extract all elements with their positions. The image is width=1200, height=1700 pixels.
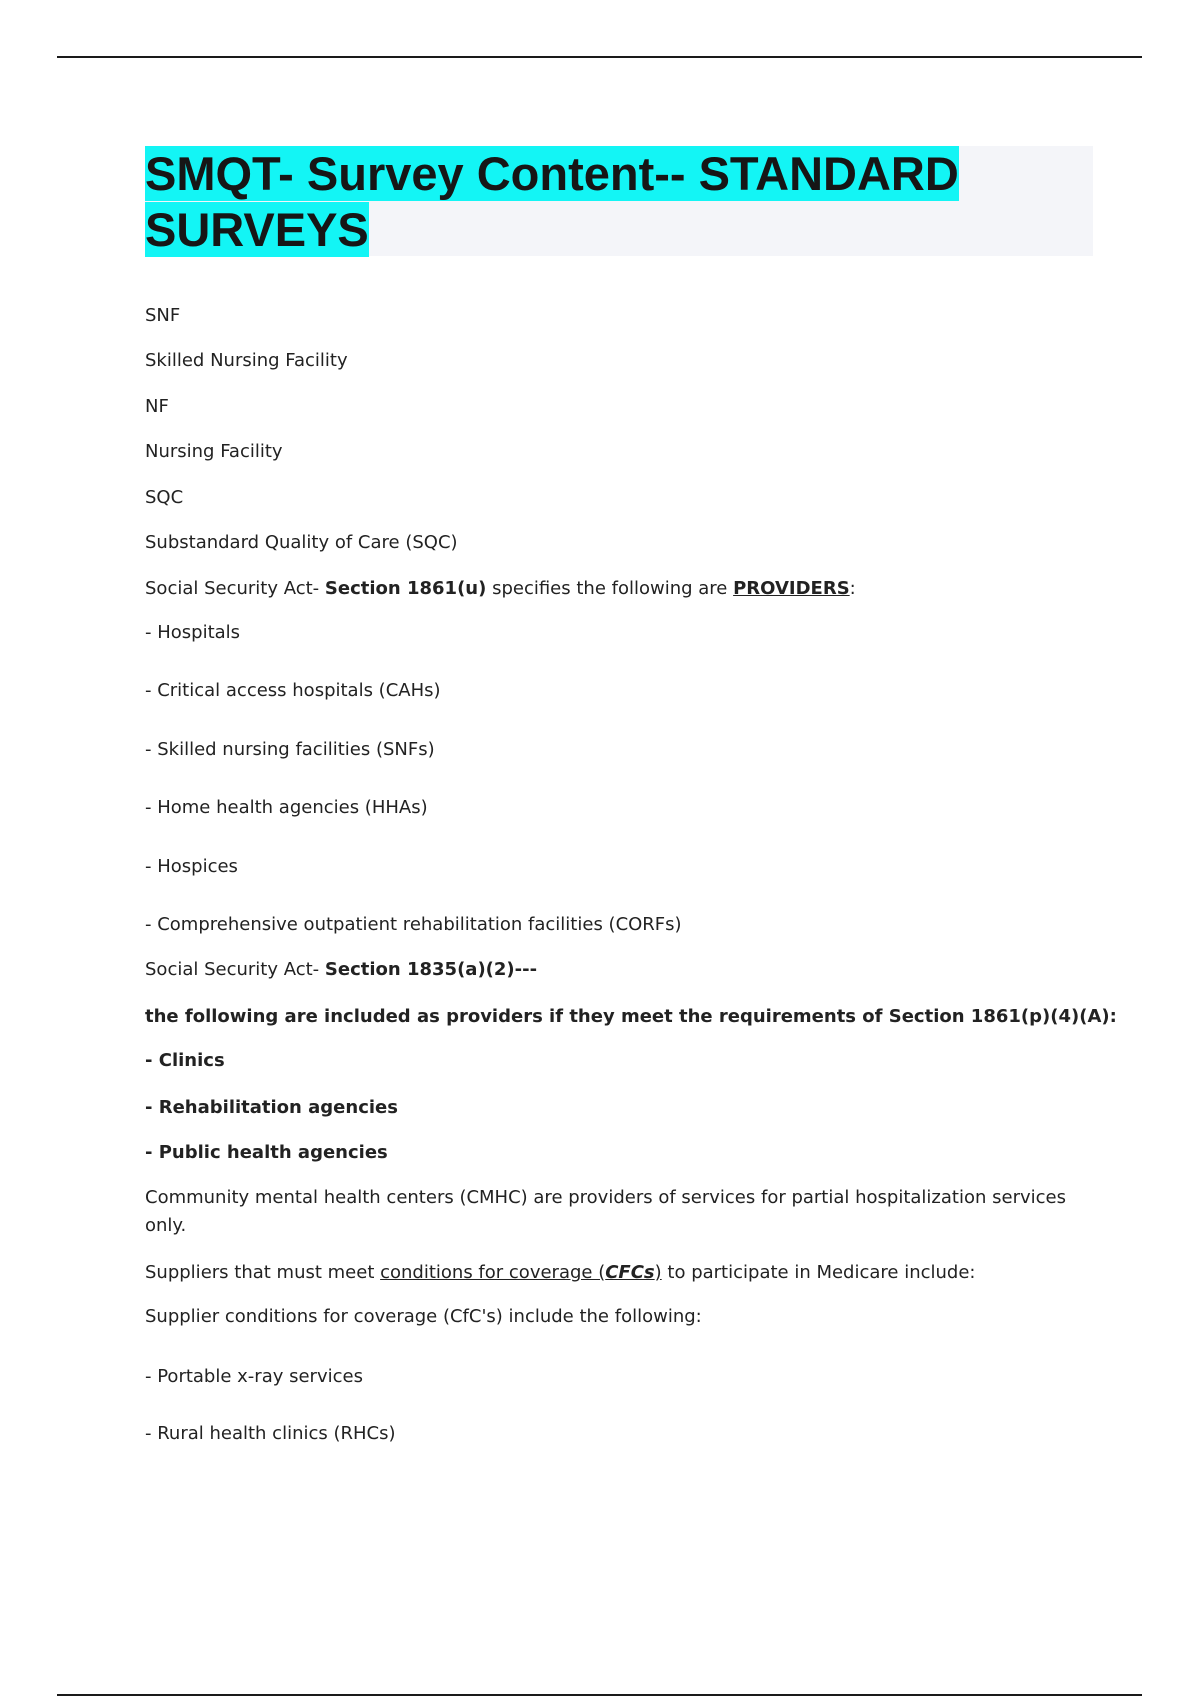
section-1835-prefix: Social Security Act- xyxy=(145,959,325,980)
providers-middle: specifies the following are xyxy=(486,578,734,599)
list-item: - Home health agencies (HHAs) xyxy=(145,797,428,818)
suppliers-statement xyxy=(145,1259,1075,1287)
supplier-conditions-intro: Supplier conditions for coverage (CfC's) include the following: xyxy=(145,1306,702,1327)
page-title xyxy=(145,146,1093,258)
list-item: - Portable x-ray services xyxy=(145,1366,363,1387)
definition-sqc: Substandard Quality of Care (SQC) xyxy=(145,532,458,553)
section-1835-heading xyxy=(145,956,1075,984)
providers-suffix: : xyxy=(849,578,856,599)
definition-snf: Skilled Nursing Facility xyxy=(145,350,348,371)
list-item: - Hospices xyxy=(145,856,238,877)
list-item: - Skilled nursing facilities (SNFs) xyxy=(145,739,435,760)
section-1835a2: Section 1835(a)(2)--- xyxy=(324,959,538,980)
suppliers-suffix: to participate in Medicare include: xyxy=(661,1262,976,1283)
term-snf: SNF xyxy=(145,305,181,326)
title-block xyxy=(145,146,1093,256)
definition-nf: Nursing Facility xyxy=(145,441,283,462)
footer-rule xyxy=(57,1694,1142,1696)
title-line-1: SMQT- Survey Content-- STANDARD xyxy=(145,147,959,200)
section-1861u: Section 1861(u) xyxy=(324,578,487,599)
header-rule xyxy=(57,56,1142,58)
cfcs-abbreviation: CFCs xyxy=(605,1262,655,1283)
list-item: - Critical access hospitals (CAHs) xyxy=(145,680,441,701)
conditions-close-paren: ) xyxy=(654,1262,662,1283)
list-item: - Comprehensive outpatient rehabilitation facilities (CORFs) xyxy=(145,914,682,935)
conditions-for-coverage-text: conditions for coverage ( xyxy=(380,1262,606,1283)
conditions-for-coverage xyxy=(380,1262,662,1283)
list-item: - Rural health clinics (RHCs) xyxy=(145,1423,396,1444)
suppliers-prefix: Suppliers that must meet xyxy=(145,1262,381,1283)
providers-prefix: Social Security Act- xyxy=(145,578,325,599)
term-sqc: SQC xyxy=(145,487,184,508)
providers-keyword: PROVIDERS xyxy=(733,578,850,599)
term-nf: NF xyxy=(145,396,169,417)
list-item: - Hospitals xyxy=(145,622,241,643)
title-line-2: SURVEYS xyxy=(145,203,369,256)
providers-statement xyxy=(145,575,1075,603)
section-1835-statement: the following are included as providers if they meet the requirements of Section 1861(p)(4)(A): xyxy=(145,1006,1117,1027)
list-item: - Clinics xyxy=(145,1050,225,1071)
list-item: - Public health agencies xyxy=(145,1142,388,1163)
cmhc-statement: Community mental health centers (CMHC) are providers of services for partial hospitalization services only. xyxy=(145,1187,1066,1236)
list-item: - Rehabilitation agencies xyxy=(145,1097,398,1118)
